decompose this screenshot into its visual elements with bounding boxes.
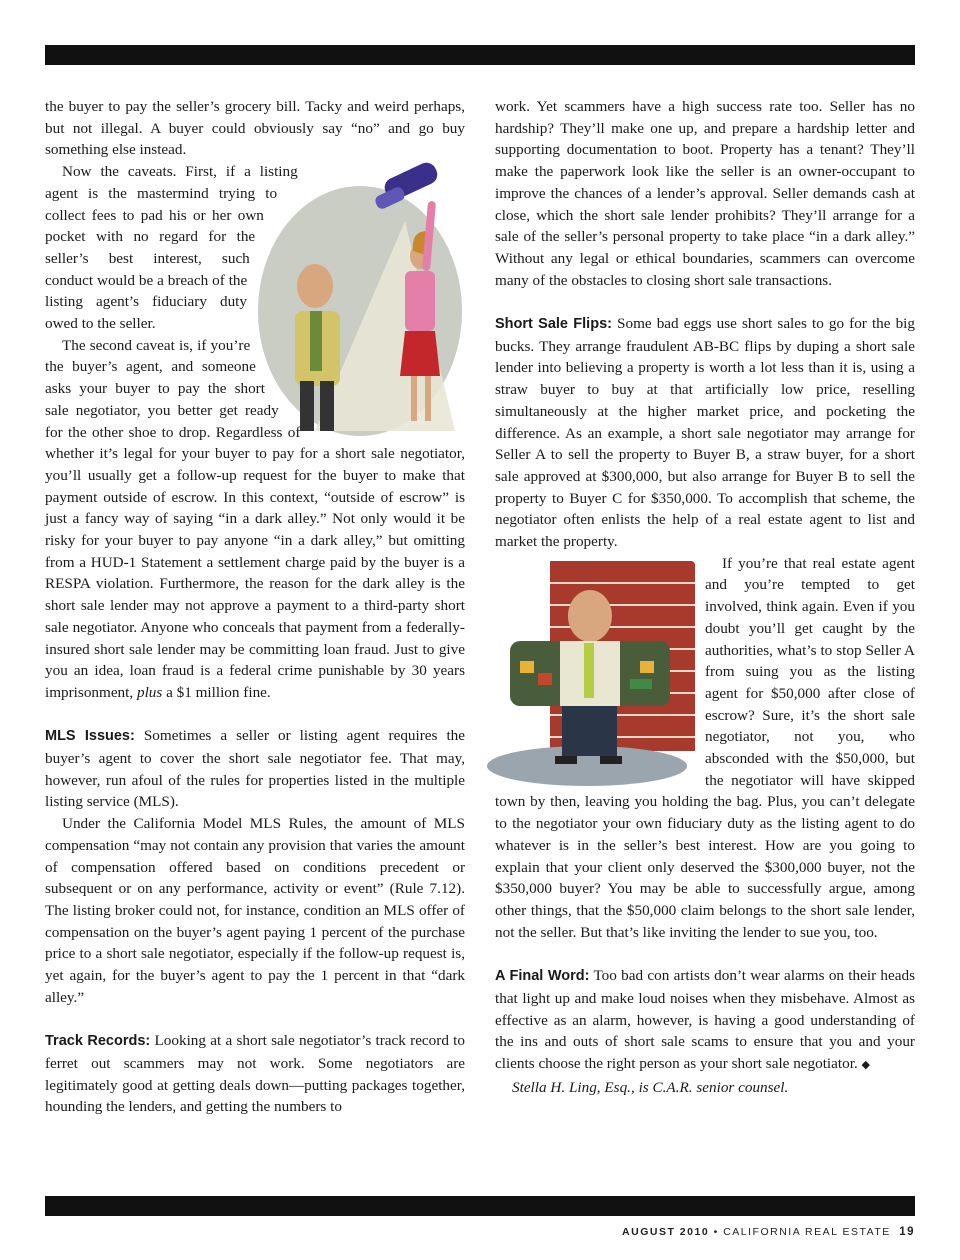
paragraph: If you’re that real estate agent and you’re tempted to get involved, think again. Even if you doubt you’ll get caught by the authorities, what’s to stop Seller A from suing you as the listing agent for $50,000 after close of escrow? Sure, it’s the short sale negotiator, not you, who absconded with the $50,000, but the negotiator will have skipped town by then, leaving you holding the bag. Plus, you can’t delegate to the negotiator your own fiduciary duty as the listing agent to do whatever is in the seller’s best interest. How are you going to explain that your client only deserved the $300,000 buyer, not the $350,000 buyer? You may be able to successfully argue, among other things, that the $50,000 claim belongs to the short sale lender, not the seller. But that’s like inviting the lender to sue you, too.: [495, 553, 915, 944]
paragraph: The second caveat is, if you’re the buyer’s agent, and someone asks your buyer to pay the short sale negotiator, you better get ready for the other shoe to drop. Regardless of whether it’s legal for your buyer to pay for a short sale negotiator, you’ll usually get a follow-up request for the buyer to make that payment outside of escrow. In this context, “outside of escrow” is just a fancy way of saying “in a dark alley.” Not only would it be risky for your buyer to pay anyone “in a dark alley,” but omitting from a HUD-1 Statement a settlement charge paid by the buyer is a RESPA violation. Furthermore, the reason for the dark alley is the short sale lender may not approve a payment to a third-party short sale negotiator. Anyone who conceals that payment from a federally-insured short sale lender may be committing loan fraud. Just to give you an idea, loan fraud is a federal crime punishable by 30 years imprisonment, plus a $1 million fine.: [45, 336, 465, 701]
page-number: 19: [899, 1226, 915, 1238]
footer-bullet: •: [713, 1226, 719, 1238]
section-heading: A Final Word:: [495, 968, 590, 985]
section-heading: Track Records:: [45, 1033, 151, 1050]
top-rule: [45, 45, 915, 65]
page-footer: [622, 1226, 915, 1238]
author-byline: Stella H. Ling, Esq., is C.A.R. senior counsel.: [512, 1078, 789, 1096]
section-heading: Short Sale Flips:: [495, 316, 612, 333]
magazine-name: CALIFORNIA REAL ESTATE: [723, 1226, 891, 1238]
right-column: [495, 96, 915, 1098]
paragraph: the buyer to pay the seller’s grocery bill. Tacky and weird perhaps, but not illegal. A buyer could obviously say “no” and go buy something else instead.: [45, 98, 465, 159]
emphasis: plus: [136, 683, 163, 701]
paragraph: Now the caveats. First, if a listing agent is the mastermind trying to collect fees to pad his or her own pocket with no regard for the seller’s best interest, such conduct would be a breach of the listing agent’s fiduciary duty owed to the seller.: [45, 163, 298, 333]
end-mark-icon: ◆: [861, 1058, 870, 1071]
section-heading: MLS Issues:: [45, 728, 135, 745]
paragraph: Short Sale Flips: Some bad eggs use short sales to go for the big bucks. They arrange fraudulent AB-BC flips by duping a short sale lender into believing a property is worth a lot less than it is, using a straw buyer to buy at that artificially low price, reselling simultaneously at the higher market price, and pocketing the difference. As an example, a short sale negotiator may arrange for Seller A to sell the property to Buyer B, a straw buyer, for a short sale approved at $300,000, but also arrange for Buyer B to sell the property to Buyer C for $350,000. To accomplish that scheme, the negotiator often enlists the help of a real estate agent to list and market the property.: [495, 315, 915, 551]
paragraph: Under the California Model MLS Rules, the amount of MLS compensation “may not contain any provision that varies the amount of compensation offered based on conditions precedent or subsequent or on any performance, activity or event” (Rule 7.12). The listing broker could not, for instance, condition an MLS offer of compensation on the buyer’s agent paying 1 percent of the purchase price to a short sale negotiator, especially if the follow-up request is, yet again, for the buyer’s agent to pay the 1 percent in that “dark alley.”: [45, 815, 465, 1006]
paragraph: A Final Word: Too bad con artists don’t wear alarms on their heads that light up and make loud noises when they misbehave. Almost as effective as an alarm, however, is having a good understanding of the ins and outs of short sale scams to ensure that you and your clients choose the right person as your short sale negotiator. ◆: [495, 967, 916, 1072]
bottom-rule: [45, 1196, 915, 1216]
left-column: [45, 96, 465, 1118]
brick-wall-illustration: [480, 561, 695, 791]
issue-date: AUGUST 2010: [622, 1226, 710, 1238]
paragraph: Track Records: Looking at a short sale negotiator’s track record to ferret out scammers may not work. Some negotiators are legitimately good at getting deals down—putting packages together, hounding the lenders, and getting the numbers to: [45, 1032, 465, 1116]
paragraph: MLS Issues: Sometimes a seller or listing agent requires the buyer’s agent to cover the short sale negotiator fee. That may, however, run afoul of the rules for properties listed in the multiple listing service (MLS).: [45, 727, 466, 811]
paragraph: work. Yet scammers have a high success rate too. Seller has no hardship? They’ll make one up, and prepare a hardship letter and supporting documentation to boot. Property has a tenant? They’ll make the paperwork look like the seller is an owner-occupant to improve the chances of a lender’s approval. Seller demands cash at close, which the short sale lender prohibits? They’ll arrange for a sale of the seller’s personal property to take place “in a dark alley.” Without any legal or ethical boundaries, scammers can overcome many of the obstacles to closing short sale transactions.: [495, 98, 915, 289]
flashlight-illustration: [255, 161, 465, 441]
